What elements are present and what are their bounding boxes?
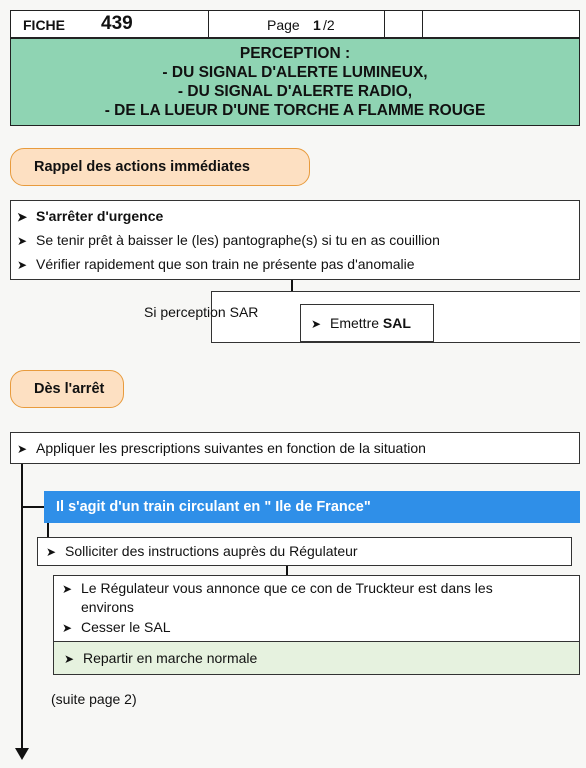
fiche-cell — [11, 11, 209, 37]
section-heading-immediate: Rappel des actions immédiates — [10, 148, 310, 186]
list-item: ➤ S'arrêter d'urgence — [17, 208, 164, 224]
fiche-number: 439 — [101, 13, 133, 34]
arrowhead-right-icon: ➤ — [17, 210, 28, 224]
document-title — [10, 38, 580, 126]
arrowhead-right-icon: ➤ — [62, 621, 73, 635]
empty-cell — [423, 11, 579, 37]
sal-action: ➤ Emettre SAL — [311, 315, 411, 331]
arrow-down-icon — [15, 748, 29, 760]
step-cesser: ➤ Cesser le SAL — [62, 619, 171, 635]
arrowhead-right-icon: ➤ — [17, 234, 28, 248]
step-repartir: ➤ Repartir en marche normale — [64, 650, 258, 666]
main-instruction-box — [10, 432, 580, 464]
connector-line — [22, 506, 44, 508]
list-item: ➤ Vérifier rapidement que son train ne présente pas d'anomalie — [17, 256, 415, 272]
empty-cell — [385, 11, 423, 37]
page-label: Page — [267, 17, 300, 33]
page-cell — [209, 11, 385, 37]
step-repartir-box — [53, 641, 580, 675]
fiche-label: FICHE — [23, 17, 65, 33]
divider — [211, 342, 580, 343]
step-box — [37, 537, 572, 566]
arrowhead-right-icon: ➤ — [17, 258, 28, 272]
arrowhead-right-icon: ➤ — [17, 442, 28, 456]
arrowhead-right-icon: ➤ — [62, 582, 73, 596]
immediate-actions-box — [10, 200, 580, 280]
case-title-bar: Il s'agit d'un train circulant en " Ile de France" — [44, 491, 580, 523]
continuation-note: (suite page 2) — [51, 691, 137, 707]
step-regulateur: ➤ Solliciter des instructions auprès du Régulateur — [46, 543, 358, 559]
list-item: ➤ Se tenir prêt à baisser le (les) pantographe(s) si tu en as couillion — [17, 232, 440, 248]
sal-action-box — [300, 304, 434, 342]
section-heading-arret: Dès l'arrêt — [10, 370, 124, 408]
arrowhead-right-icon: ➤ — [311, 317, 322, 331]
step-box — [53, 575, 580, 642]
sar-condition: Si perception SAR — [144, 304, 259, 320]
title-line: - DE LA LUEUR D'UNE TORCHE A FLAMME ROUGE — [104, 102, 486, 119]
title-line: - DU SIGNAL D'ALERTE LUMINEUX, — [162, 64, 428, 81]
title-line: PERCEPTION : — [239, 45, 351, 62]
main-instruction: ➤ Appliquer les prescriptions suivantes en fonction de la situation — [17, 440, 426, 456]
page-current: 1 — [313, 17, 321, 33]
fiche-header — [10, 10, 580, 38]
arrowhead-right-icon: ➤ — [64, 652, 75, 666]
connector-line — [47, 523, 49, 537]
arrowhead-right-icon: ➤ — [46, 545, 57, 559]
page-total: /2 — [323, 17, 335, 33]
title-line: - DU SIGNAL D'ALERTE RADIO, — [177, 83, 413, 100]
step-announcement-cont: environs — [81, 599, 134, 615]
step-announcement: ➤ Le Régulateur vous annonce que ce con de Truckteur est dans les — [62, 580, 493, 596]
